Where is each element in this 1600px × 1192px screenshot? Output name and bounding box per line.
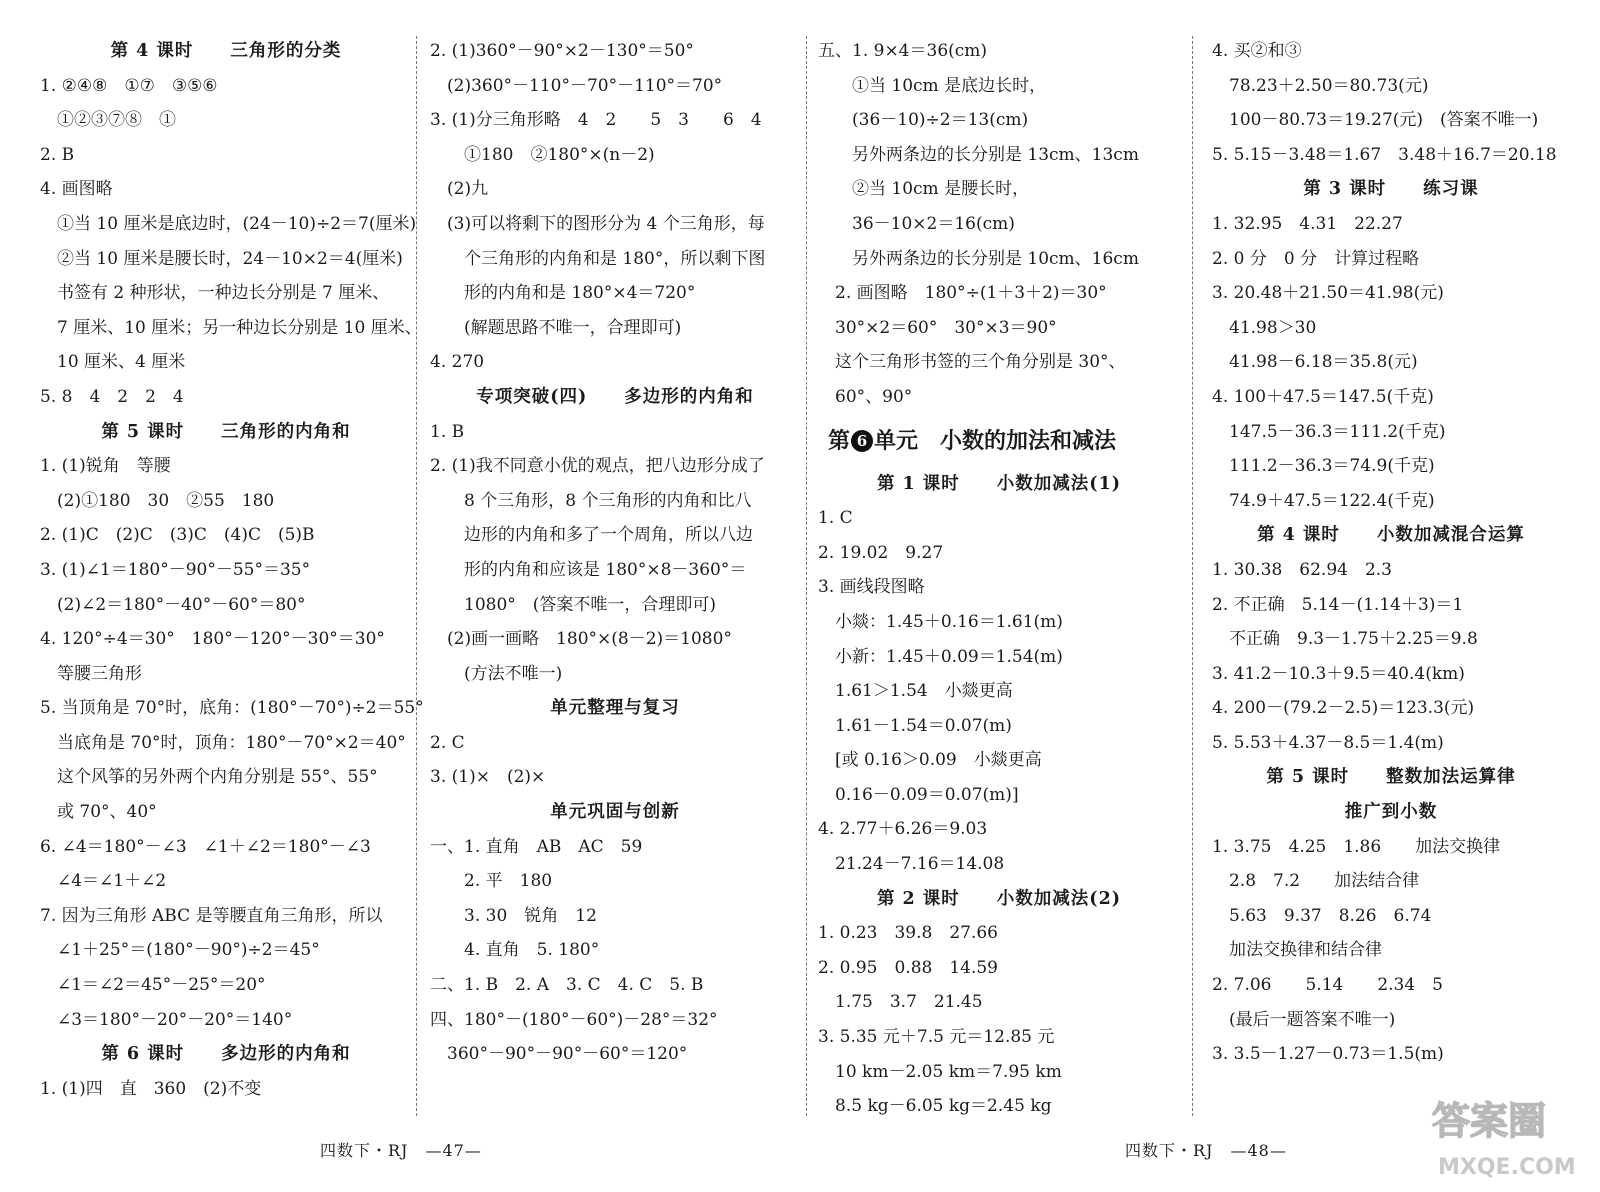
column-1 [40,34,424,1106]
column-divider [416,36,417,1116]
answer-line: 这个风筝的另外两个内角分别是 55°、55° [40,767,378,788]
answer-line: 1. ②④⑧ ①⑦ ③⑤⑥ [40,75,218,96]
answer-line: 2. 平 180 [430,871,553,892]
answer-line: 60°、90° [818,386,913,407]
answer-line: 8 个三角形，8 个三角形的内角和比八 [430,490,752,511]
page-footer-left: 四数下・RJ —47— [320,1141,482,1160]
unit-number-badge: 6 [851,430,873,452]
answer-line: 78.23＋2.50＝80.73(元) [1212,75,1429,96]
answer-line: 1080° (答案不唯一，合理即可) [430,594,717,615]
column-divider [1192,36,1193,1116]
answer-line: 1. 0.23 39.8 27.66 [818,923,998,944]
answer-line: 4. 画图略 [40,179,113,200]
answer-line: 2. (1)我不同意小优的观点，把八边形分成了 [430,456,765,477]
answer-line: 0.16－0.09＝0.07(m)] [818,784,1019,805]
section-heading: 第 4 课时 三角形的分类 [110,41,342,61]
section-heading: 推广到小数 [1344,802,1438,823]
watermark-url: MXQE.COM [1438,1155,1576,1180]
answer-line: 8.5 kg－6.05 kg＝2.45 kg [818,1096,1052,1117]
answer-line: ②当 10 厘米是腰长时，24－10×2＝4(厘米) [40,248,403,269]
answer-line: 1. 32.95 4.31 22.27 [1212,213,1403,234]
answer-line: 形的内角和应该是 180°×8－360°＝ [430,559,747,580]
column-4 [1212,34,1570,1072]
answer-line: 1.61＞1.54 小燚更高 [818,681,1013,702]
answer-line: 41.98＞30 [1212,317,1317,338]
answer-line: 2.8 7.2 加法结合律 [1212,871,1420,892]
watermark-logo [1428,1090,1588,1186]
answer-line: 1.61－1.54＝0.07(m) [818,715,1012,736]
answer-line: 2. 7.06 5.14 2.34 5 [1212,975,1443,996]
answer-line: 1. B [430,421,465,442]
answer-line: (解题思路不唯一，合理即可) [430,317,682,338]
answer-line: ∠4＝∠1＋∠2 [40,871,167,892]
answer-line: (2)∠2＝180°－40°－60°＝80° [40,594,306,615]
answer-line: 1. 3.75 4.25 1.86 加法交换律 [1212,836,1501,857]
section-heading: 第 5 课时 整数加法运算律 [1266,767,1516,788]
page-footer-right: 四数下・RJ —48— [1125,1141,1287,1160]
answer-line: 3. (1)∠1＝180°－90°－55°＝35° [40,559,311,580]
answer-line: (2)360°－110°－70°－110°＝70° [430,75,723,96]
section-heading: 第 2 课时 小数加减法(2) [876,888,1122,909]
answer-line: 2. 0 分 0 分 计算过程略 [1212,248,1420,269]
column-3 [818,34,1180,1124]
section-heading: 第 5 课时 三角形的内角和 [101,421,351,442]
answer-line: 3. (1)× (2)× [430,767,546,788]
answer-line: 111.2－36.3＝74.9(千克) [1212,456,1435,477]
answer-line: 1. (1)锐角 等腰 [40,456,171,477]
answer-line: 2. 不正确 5.14－(1.14＋3)＝1 [1212,594,1464,615]
answer-line: (最后一题答案不唯一) [1212,1009,1396,1030]
answer-line: 6. ∠4＝180°－∠3 ∠1＋∠2＝180°－∠3 [40,836,371,857]
section-heading: 单元巩固与创新 [550,802,680,823]
answer-line: 4. 120°÷4＝30° 180°－120°－30°＝30° [40,629,385,650]
answer-line: 74.9＋47.5＝122.4(千克) [1212,490,1435,511]
answer-line: 1. 30.38 62.94 2.3 [1212,559,1392,580]
answer-line: ②当 10cm 是腰长时， [818,179,1030,200]
answer-line: 2. 19.02 9.27 [818,542,944,563]
answer-line: 4. 200－(79.2－2.5)＝123.3(元) [1212,698,1475,719]
answer-line: ∠1＝∠2＝45°－25°＝20° [40,975,266,996]
answer-line: 2. B [40,144,75,165]
answer-line: 5. 8 4 2 2 4 [40,386,184,407]
answer-line: 2. C [430,732,465,753]
unit-heading-prefix: 第 [828,427,851,454]
answer-line: 1. (1)四 直 360 (2)不变 [40,1078,262,1099]
answer-line: 这个三角形书签的三个角分别是 30°、 [818,352,1126,373]
answer-line: 7. 因为三角形 ABC 是等腰直角三角形，所以 [40,905,383,926]
answer-line: 7 厘米、10 厘米；另一种边长分别是 10 厘米、 [40,317,422,338]
section-heading: 单元整理与复习 [550,698,680,719]
answer-line: 100－80.73＝19.27(元) (答案不唯一) [1212,110,1539,131]
answer-line: 不正确 9.3－1.75＋2.25＝9.8 [1212,629,1478,650]
answer-line: 小燚：1.45＋0.16＝1.61(m) [818,611,1063,632]
answer-line: 4. 2.77＋6.26＝9.03 [818,819,988,840]
answer-line: 5. 5.53＋4.37－8.5＝1.4(m) [1212,732,1444,753]
answer-line: 书签有 2 种形状，一种边长分别是 7 厘米、 [40,283,390,304]
answer-line: ∠3＝180°－20°－20°＝140° [40,1009,293,1030]
answer-line: (3)可以将剩下的图形分为 4 个三角形，每 [430,213,765,234]
answer-line: 当底角是 70°时，顶角：180°－70°×2＝40° [40,732,406,753]
answer-line: 1.75 3.7 21.45 [818,992,983,1013]
answer-line: 4. 买②和③ [1212,41,1302,61]
unit-heading-title: 单元 小数的加法和减法 [874,427,1117,454]
answer-line: ①②③⑦⑧ ① [40,110,176,131]
column-divider [806,36,807,1116]
answer-line: 边形的内角和多了一个周角，所以八边 [430,525,753,546]
answer-line: ①180 ②180°×(n－2) [430,144,655,165]
answer-line: 五、1. 9×4＝36(cm) [818,41,988,61]
unit-heading [818,415,1180,467]
answer-line: 2. 0.95 0.88 14.59 [818,957,998,978]
answer-line: (方法不唯一) [430,663,563,684]
answer-line: 3. 41.2－10.3＋9.5＝40.4(km) [1212,663,1465,684]
answer-line: 另外两条边的长分别是 10cm、16cm [818,248,1139,269]
answer-line: 3. 3.5－1.27－0.73＝1.5(m) [1212,1044,1444,1065]
section-heading: 第 3 课时 练习课 [1303,179,1479,200]
answer-line: 个三角形的内角和是 180°，所以剩下图 [430,248,766,269]
answer-line: 5.63 9.37 8.26 6.74 [1212,905,1432,926]
answer-line: ∠1＋25°＝(180°－90°)÷2＝45° [40,940,320,961]
column-2 [430,34,800,1072]
answer-line: ①当 10 厘米是底边时，(24－10)÷2＝7(厘米) [40,213,417,234]
answer-line: 2. 画图略 180°÷(1＋3＋2)＝30° [818,283,1107,304]
answer-line: 或 70°、40° [40,802,157,823]
answer-line: 147.5－36.3＝111.2(千克) [1212,421,1446,442]
answer-line: 一、1. 直角 AB AC 59 [430,836,643,857]
answer-line: 4. 270 [430,352,485,373]
answer-line: 5. 5.15－3.48＝1.67 3.48＋16.7＝20.18 [1212,144,1557,165]
section-heading: 专项突破(四) 多边形的内角和 [476,386,754,407]
watermark-text: 答案圈 [1432,1099,1547,1143]
answer-line: 3. 画线段图略 [818,577,925,598]
answer-line: 4. 直角 5. 180° [430,940,600,961]
answer-line: 形的内角和是 180°×4＝720° [430,283,696,304]
answer-line: 3. 20.48＋21.50＝41.98(元) [1212,283,1444,304]
answer-line: 41.98－6.18＝35.8(元) [1212,352,1418,373]
answer-line: 360°－90°－90°－60°＝120° [430,1044,688,1065]
answer-line: (2)画一画略 180°×(8－2)＝1080° [430,629,732,650]
answer-line: 10 厘米、4 厘米 [40,352,186,373]
answer-line: 2. (1)360°－90°×2－130°＝50° [430,41,694,61]
answer-line: 3. 5.35 元＋7.5 元＝12.85 元 [818,1027,1055,1048]
answer-line: 5. 当顶角是 70°时，底角：(180°－70°)÷2＝55° [40,698,424,719]
section-heading: 第 1 课时 小数加减法(1) [876,473,1122,494]
answer-line: (2)①180 30 ②55 180 [40,490,275,511]
answer-line: 1. C [818,508,853,529]
answer-line: 36－10×2＝16(cm) [818,213,1015,234]
answer-line: (36－10)÷2＝13(cm) [818,110,1029,131]
answer-line: 10 km－2.05 km＝7.95 km [818,1061,1062,1082]
answer-line: 4. 100＋47.5＝147.5(千克) [1212,386,1434,407]
answer-line: 2. (1)C (2)C (3)C (4)C (5)B [40,525,315,546]
section-heading: 第 4 课时 小数加减混合运算 [1257,525,1525,546]
answer-line: ①当 10cm 是底边长时， [818,75,1047,96]
answer-line: 加法交换律和结合律 [1212,940,1382,961]
answer-line: (2)九 [430,179,489,200]
answer-line: 等腰三角形 [40,663,142,684]
answer-line: 3. 30 锐角 12 [430,905,597,926]
answer-line: 四、180°－(180°－60°)－28°＝32° [430,1009,718,1030]
answer-line: 小新：1.45＋0.09＝1.54(m) [818,646,1063,667]
answer-line: 21.24－7.16＝14.08 [818,854,1005,875]
answer-line: 3. (1)分三角形略 4 2 5 3 6 4 [430,110,762,131]
answer-line: 二、1. B 2. A 3. C 4. C 5. B [430,975,704,996]
answer-line: [或 0.16＞0.09 小燚更高 [818,750,1042,771]
section-heading: 第 6 课时 多边形的内角和 [101,1044,351,1065]
answer-line: 30°×2＝60° 30°×3＝90° [818,317,1057,338]
answer-line: 另外两条边的长分别是 13cm、13cm [818,144,1139,165]
